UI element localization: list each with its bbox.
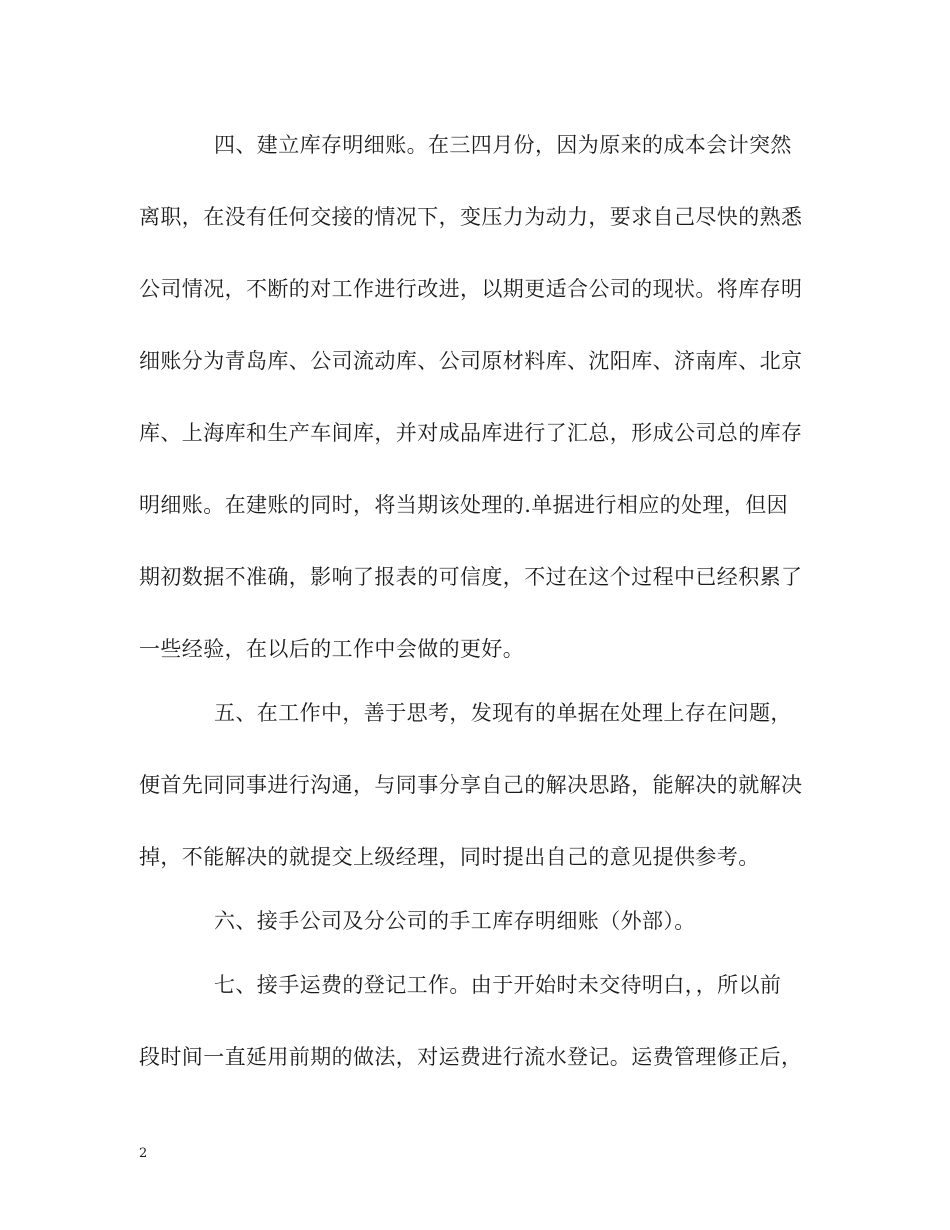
paragraph-4-line-8: 一些经验，在以后的工作中会做的更好。 [139, 637, 525, 661]
paragraph-5-line-1: 五、在工作中，善于思考，发现有的单据在处理上存在问题， [214, 701, 792, 725]
paragraph-6-line-1: 六、接手公司及分公司的手工库存明细账（外部）。 [214, 909, 696, 933]
paragraph-4-line-7: 期初数据不准确，影响了报表的可信度，不过在这个过程中已经积累了 [139, 565, 803, 589]
paragraph-4-line-3: 公司情况，不断的对工作进行改进，以期更适合公司的现状。将库存明 [139, 277, 803, 301]
paragraph-5-line-3: 掉，不能解决的就提交上级经理，同时提出自己的意见提供参考。 [139, 845, 760, 869]
paragraph-4-line-4: 细账分为青岛库、公司流动库、公司原材料库、沈阳库、济南库、北京 [139, 349, 803, 373]
page-number: 2 [139, 1146, 148, 1161]
paragraph-7-line-1: 七、接手运费的登记工作。由于开始时未交待明白，，所以前 [214, 973, 782, 997]
paragraph-7-line-2: 段时间一直延用前期的做法，对运费进行流水登记。运费管理修正后， [139, 1045, 803, 1069]
paragraph-4-line-1: 四、建立库存明细账。在三四月份，因为原来的成本会计突然 [214, 133, 792, 157]
paragraph-5-line-2: 便首先同同事进行沟通，与同事分享自己的解决思路，能解决的就解决 [139, 773, 803, 797]
paragraph-4-line-5: 库、上海库和生产车间库，并对成品库进行了汇总，形成公司总的库存 [139, 421, 803, 445]
paragraph-4-line-2: 离职，在没有任何交接的情况下，变压力为动力，要求自己尽快的熟悉 [139, 205, 803, 229]
paragraph-4-line-6: 明细账。在建账的同时，将当期该处理的.单据进行相应的处理，但因 [139, 493, 789, 517]
